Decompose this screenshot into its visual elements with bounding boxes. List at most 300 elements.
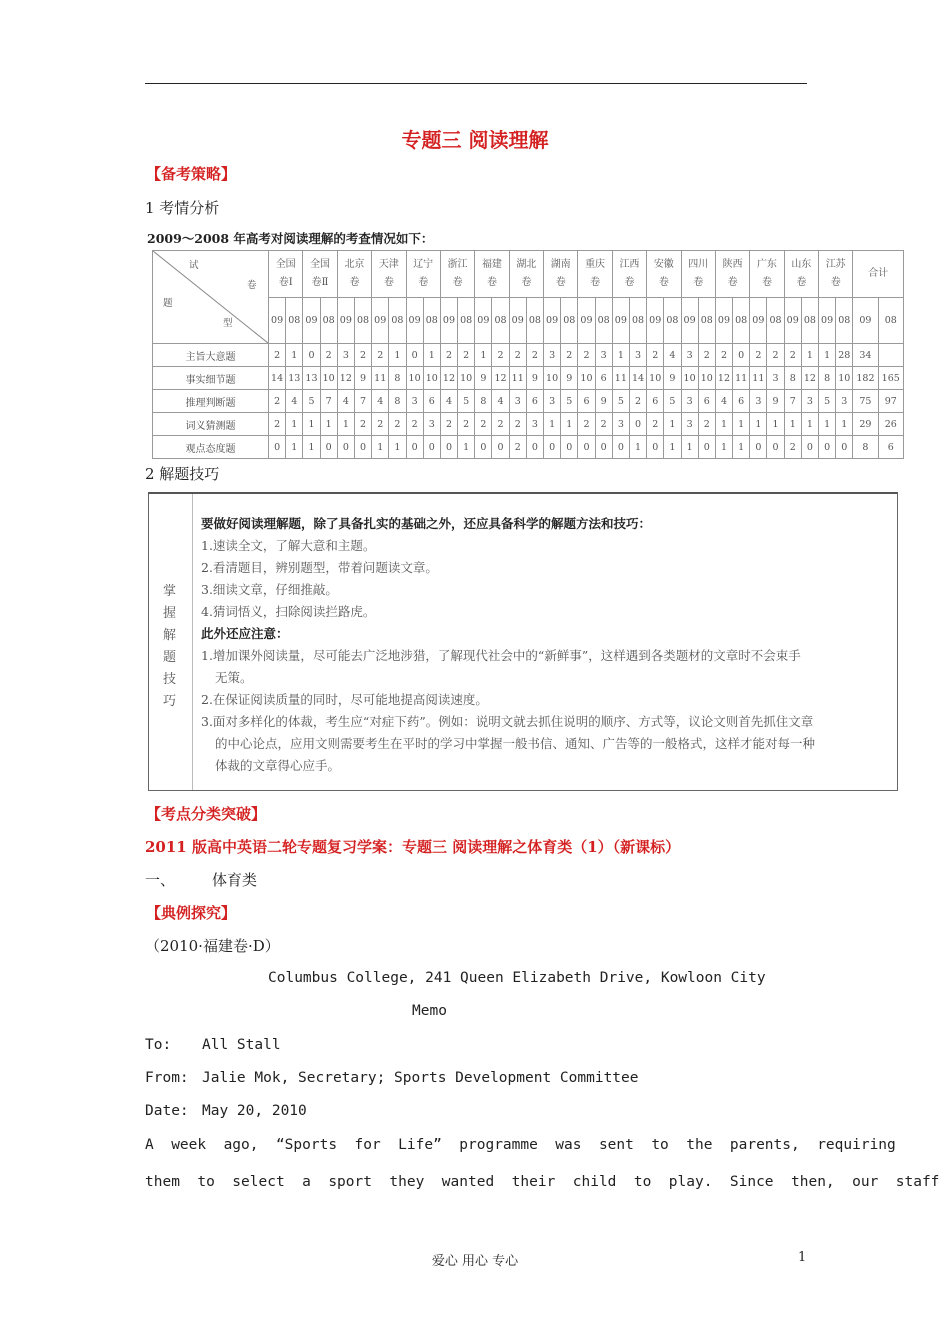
data-cell: 2 [767,344,784,367]
data-cell: 1 [664,436,681,459]
data-cell: 4 [286,390,303,413]
data-cell: 10 [836,367,853,390]
data-cell: 2 [509,436,526,459]
year-cell: 08 [458,297,475,344]
data-cell: 1 [801,413,818,436]
data-cell: 0 [406,344,423,367]
data-cell: 2 [578,413,595,436]
data-cell: 0 [578,436,595,459]
data-cell: 29 [853,413,878,436]
memo-label: Memo [412,1003,447,1019]
data-cell: 2 [372,344,389,367]
data-cell: 10 [544,367,561,390]
data-cell: 12 [801,367,818,390]
data-cell: 1 [801,344,818,367]
data-cell: 9 [526,367,543,390]
data-cell: 6 [647,390,664,413]
year-cell: 09 [372,297,389,344]
data-cell: 5 [458,390,475,413]
data-cell: 2 [269,413,286,436]
data-cell: 8 [784,367,801,390]
data-cell: 2 [269,344,286,367]
year-cell: 09 [303,297,320,344]
data-cell: 2 [561,344,578,367]
data-cell: 0 [767,436,784,459]
skills-note: 1.增加课外阅读量，尽可能去广泛地涉猎，了解现代社会中的“新鲜事”，这样遇到各类题材的文章时不会束手 [201,648,801,663]
data-cell: 1 [423,344,440,367]
data-cell: 4 [337,390,354,413]
data-cell: 1 [389,344,406,367]
data-cell: 0 [698,436,715,459]
paper-header-cell [303,251,337,298]
data-cell: 7 [784,390,801,413]
memo-date-label: Date: [145,1103,189,1119]
data-cell: 1 [733,413,750,436]
data-cell: 6 [733,390,750,413]
table-row [153,436,904,459]
data-cell: 0 [440,436,457,459]
year-cell: 08 [733,297,750,344]
year-cell: 08 [354,297,371,344]
skills-item: 4.猜词悟义，扫除阅读拦路虎。 [201,604,376,619]
year-cell: 09 [578,297,595,344]
data-cell: 2 [715,344,732,367]
data-cell: 1 [715,436,732,459]
data-cell: 0 [337,436,354,459]
row-label-cell: 推理判断题 [153,390,269,413]
side-char: 掌 [163,584,177,599]
data-cell: 0 [303,344,320,367]
data-cell: 0 [544,436,561,459]
data-cell: 2 [458,413,475,436]
memo-paragraph-line: them to select a sport they wanted their child to play. Since then, our staff [145,1174,940,1190]
data-cell: 1 [561,413,578,436]
data-cell: 2 [698,413,715,436]
paper-header-text: 卷 [693,276,704,288]
data-cell: 2 [354,344,371,367]
data-cell: 1 [733,436,750,459]
data-cell: 1 [544,413,561,436]
data-cell: 13 [286,367,303,390]
data-cell: 11 [509,367,526,390]
data-cell: 6 [595,367,612,390]
year-cell: 09 [269,297,286,344]
paper-header-text: 卷 [590,276,601,288]
year-cell: 08 [698,297,715,344]
data-cell: 2 [406,413,423,436]
data-cell: 6 [578,390,595,413]
data-cell: 1 [767,413,784,436]
paper-header-text: 广东 [756,258,777,270]
data-cell: 8 [389,367,406,390]
paper-header-cell [544,251,578,298]
paper-header-text: 卷 [658,276,669,288]
data-cell: 34 [853,344,878,367]
data-cell: 0 [595,436,612,459]
data-cell: 1 [836,413,853,436]
paper-header-text: 辽宁 [413,258,434,270]
data-cell: 2 [509,344,526,367]
section-heading-strategy: 【备考策略】 [146,165,237,183]
year-cell: 09 [612,297,629,344]
data-cell: 5 [612,390,629,413]
skills-box [148,492,898,791]
data-cell: 1 [286,436,303,459]
data-cell: 10 [458,367,475,390]
data-cell: 11 [733,367,750,390]
data-cell: 3 [406,390,423,413]
data-cell: 165 [878,367,904,390]
year-cell: 08 [878,297,904,344]
data-cell: 10 [578,367,595,390]
table-corner-cell [153,251,269,344]
data-cell: 1 [629,436,646,459]
data-cell: 1 [286,413,303,436]
data-cell [878,344,904,367]
data-cell: 0 [561,436,578,459]
paper-header-text: 卷 [830,276,841,288]
paper-header-text: 卷 [624,276,635,288]
paper-header-cell [440,251,474,298]
data-cell: 2 [320,344,337,367]
data-cell: 2 [784,344,801,367]
data-cell: 3 [509,390,526,413]
paper-header-text: 卷Ⅰ [278,276,293,288]
data-cell: 9 [664,367,681,390]
skills-note: 无策。 [215,670,253,685]
data-cell: 0 [801,436,818,459]
data-cell: 2 [750,344,767,367]
year-cell: 09 [475,297,492,344]
paper-header-text: 卷 [486,276,497,288]
data-cell: 3 [544,390,561,413]
data-cell: 0 [492,436,509,459]
data-cell: 9 [354,367,371,390]
data-cell: 28 [836,344,853,367]
skills-item: 1.速读全文，了解大意和主题。 [201,538,376,553]
data-cell: 3 [801,390,818,413]
data-cell: 6 [878,436,904,459]
year-cell: 08 [286,297,303,344]
paper-header-cell [269,251,303,298]
table-row [153,367,904,390]
data-cell: 2 [509,413,526,436]
data-cell: 10 [681,367,698,390]
data-cell: 182 [853,367,878,390]
data-cell: 7 [354,390,371,413]
year-cell: 09 [544,297,561,344]
data-cell: 1 [750,413,767,436]
data-cell: 3 [612,413,629,436]
data-cell: 3 [681,344,698,367]
year-cell: 08 [526,297,543,344]
data-cell: 2 [354,413,371,436]
data-cell: 1 [819,344,836,367]
skills-side-column [149,494,193,790]
paper-header-text: 山东 [791,258,812,270]
paper-header-text: 北京 [344,258,365,270]
data-cell: 1 [337,413,354,436]
exam-stats-table [152,250,904,459]
side-char: 技 [163,672,177,687]
paper-header-text: 湖南 [550,258,571,270]
year-cell: 09 [509,297,526,344]
data-cell: 0 [647,436,664,459]
section-heading-breakthrough: 【考点分类突破】 [146,805,267,823]
corner-label-xing: 型 [223,318,233,329]
data-cell: 2 [269,390,286,413]
paper-header-cell [681,251,715,298]
data-cell: 3 [767,367,784,390]
data-cell: 2 [629,390,646,413]
data-cell: 2 [647,413,664,436]
year-cell: 08 [389,297,406,344]
data-cell: 1 [372,436,389,459]
paper-header-text: 安徽 [653,258,674,270]
paper-header-text: 卷 [761,276,772,288]
year-cell: 08 [423,297,440,344]
paper-header-cell [819,251,853,298]
data-cell: 2 [698,344,715,367]
paper-header-text: 福建 [481,258,502,270]
year-cell: 09 [337,297,354,344]
data-cell: 9 [767,390,784,413]
memo-from-label: From: [145,1070,189,1086]
data-cell: 0 [836,436,853,459]
data-cell: 9 [595,390,612,413]
paper-header-text: 天津 [378,258,399,270]
data-cell: 9 [561,367,578,390]
data-cell: 0 [406,436,423,459]
skills-note: 2.在保证阅读质量的同时，尽可能地提高阅读速度。 [201,692,488,707]
data-cell: 6 [526,390,543,413]
paper-header-cell [612,251,646,298]
paper-header-text: 全国 [275,258,296,270]
category-name: 体育类 [212,871,258,889]
data-cell: 3 [681,390,698,413]
data-cell: 3 [423,413,440,436]
paper-header-text: 卷 [452,276,463,288]
subheading-analysis: 1 考情分析 [145,199,220,217]
paper-header-text: 卷 [418,276,429,288]
data-cell: 2 [475,413,492,436]
skills-note: 的中心论点，应用文则需要考生在平时的学习中掌握一般书信、通知、广告等的一般格式，这样才能对每一种 [215,736,816,751]
skills-note: 3.面对多样化的体裁，考生应“对症下药”。例如：说明文就去抓住说明的顺序、方式等，议论文则首先抓住文章 [201,714,814,729]
paper-header-cell [578,251,612,298]
data-cell: 6 [423,390,440,413]
data-cell: 6 [698,390,715,413]
paper-header-text: 卷 [555,276,566,288]
skills-note-title: 此外还应注意： [201,626,289,641]
paper-header-cell [647,251,681,298]
paper-header-text: 卷 [349,276,360,288]
year-cell: 08 [767,297,784,344]
paper-header-cell [475,251,509,298]
paper-header-text: 卷 [727,276,738,288]
corner-label-juan: 卷 [247,280,257,291]
data-cell: 2 [492,344,509,367]
data-cell: 1 [286,344,303,367]
data-cell: 0 [354,436,371,459]
data-cell: 3 [681,413,698,436]
corner-label-ti: 题 [163,298,173,309]
table-row [153,390,904,413]
paper-header-cell [509,251,543,298]
data-cell: 7 [320,390,337,413]
year-cell: 08 [801,297,818,344]
data-cell: 0 [475,436,492,459]
data-cell: 1 [784,413,801,436]
data-cell: 14 [269,367,286,390]
data-cell: 2 [389,413,406,436]
table-row [153,413,904,436]
data-cell: 10 [406,367,423,390]
year-cell: 09 [406,297,423,344]
data-cell: 1 [475,344,492,367]
data-cell: 1 [458,436,475,459]
table-caption: 2009～2008 年高考对阅读理解的考查情况如下： [147,231,434,246]
data-cell: 11 [750,367,767,390]
year-cell: 08 [320,297,337,344]
data-cell: 4 [664,344,681,367]
data-cell: 3 [544,344,561,367]
data-cell: 14 [629,367,646,390]
data-cell: 2 [647,344,664,367]
memo-to-value: All Stall [202,1037,281,1053]
data-cell: 0 [750,436,767,459]
data-cell: 1 [819,413,836,436]
side-char: 巧 [163,694,177,709]
year-cell: 09 [681,297,698,344]
data-cell: 2 [492,413,509,436]
data-cell: 0 [423,436,440,459]
data-cell: 8 [819,367,836,390]
memo-paragraph-line: A week ago, “Sports for Life” programme was sent to the parents, requiring [145,1137,896,1153]
data-cell: 4 [372,390,389,413]
data-cell: 12 [440,367,457,390]
year-cell: 09 [750,297,767,344]
data-cell: 8 [475,390,492,413]
example-source: （2010·福建卷·D） [145,937,280,955]
exam-stats-table-wrap [152,250,904,459]
data-cell: 1 [612,344,629,367]
data-cell: 5 [664,390,681,413]
data-cell: 3 [836,390,853,413]
year-cell: 09 [647,297,664,344]
year-cell: 08 [561,297,578,344]
paper-header-text: 江苏 [825,258,846,270]
data-cell: 5 [819,390,836,413]
year-cell: 08 [492,297,509,344]
data-cell: 11 [372,367,389,390]
subheading-skills: 2 解题技巧 [145,465,220,483]
data-cell: 97 [878,390,904,413]
table-row [153,344,904,367]
data-cell: 1 [389,436,406,459]
data-cell: 75 [853,390,878,413]
data-cell: 4 [492,390,509,413]
row-label-cell: 事实细节题 [153,367,269,390]
memo-to-label: To: [145,1037,172,1053]
paper-header-text: 浙江 [447,258,468,270]
page-footer: 爱心 用心 专心 [431,1254,519,1269]
data-cell: 0 [629,413,646,436]
data-cell: 3 [595,344,612,367]
data-cell: 10 [423,367,440,390]
total-header-cell: 合计 [853,251,904,298]
data-cell: 0 [612,436,629,459]
header-rule [145,83,807,84]
data-cell: 0 [320,436,337,459]
data-cell: 1 [715,413,732,436]
side-char: 题 [163,650,177,665]
paper-header-cell [715,251,749,298]
paper-header-cell [406,251,440,298]
data-cell: 5 [561,390,578,413]
section-heading-examples: 【典例探究】 [146,904,237,922]
year-cell: 09 [715,297,732,344]
skills-note: 体裁的文章得心应手。 [215,758,341,773]
row-label-cell: 观点态度题 [153,436,269,459]
data-cell: 1 [303,436,320,459]
data-cell: 10 [647,367,664,390]
page-title: 专题三 阅读理解 [401,128,549,152]
memo-from-value: Jalie Mok, Secretary; Sports Development Committee [202,1070,639,1086]
data-cell: 2 [458,344,475,367]
skills-intro: 要做好阅读理解题，除了具备扎实的基础之外，还应具备科学的解题方法和技巧： [201,516,652,531]
data-cell: 8 [853,436,878,459]
category-number: 一、 [145,871,176,889]
data-cell: 1 [664,413,681,436]
data-cell: 0 [819,436,836,459]
data-cell: 12 [492,367,509,390]
data-cell: 2 [526,344,543,367]
data-cell: 2 [440,344,457,367]
year-cell: 09 [784,297,801,344]
data-cell: 0 [526,436,543,459]
paper-header-text: 江西 [619,258,640,270]
corner-label-shi: 试 [189,260,199,271]
paper-header-cell [337,251,371,298]
data-cell: 8 [389,390,406,413]
side-char: 解 [163,628,177,643]
paper-header-text: 卷 [383,276,394,288]
skills-item: 2.看清题目，辨别题型，带着问题读文章。 [201,560,438,575]
page-number: 1 [798,1250,807,1265]
data-cell: 2 [578,344,595,367]
data-cell: 4 [715,390,732,413]
data-cell: 11 [612,367,629,390]
data-cell: 0 [269,436,286,459]
data-cell: 10 [698,367,715,390]
data-cell: 4 [440,390,457,413]
data-cell: 5 [303,390,320,413]
paper-header-text: 重庆 [585,258,606,270]
data-cell: 9 [475,367,492,390]
paper-header-cell [750,251,784,298]
row-label-cell: 主旨大意题 [153,344,269,367]
year-cell: 08 [664,297,681,344]
paper-header-cell [784,251,818,298]
paper-header-text: 四川 [688,258,709,270]
memo-date-value: May 20, 2010 [202,1103,307,1119]
paper-header-cell [372,251,406,298]
data-cell: 1 [320,413,337,436]
paper-header-text: 全国 [310,258,331,270]
data-cell: 3 [750,390,767,413]
year-cell: 09 [853,297,878,344]
skills-item: 3.细读文章，仔细推敲。 [201,582,338,597]
